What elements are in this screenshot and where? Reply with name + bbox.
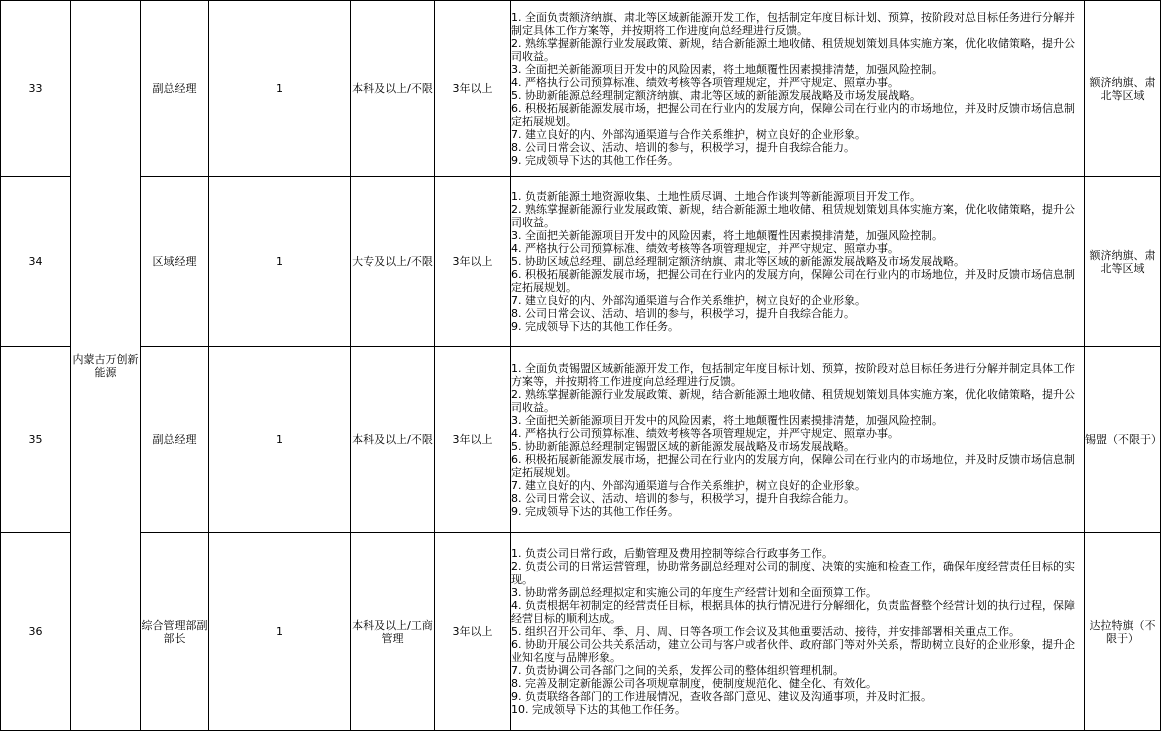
duty-item: 5. 协助区域总经理、副总经理制定额济纳旗、肃北等区域的新能源发展战略及市场发展战略。 (511, 255, 965, 268)
duty-item: 4. 严格执行公司预算标准、绩效考核等各项管理规定，并严守规定、照章办事。 (511, 242, 899, 255)
duty-item: 9. 完成领导下达的其他工作任务。 (511, 320, 679, 333)
location-cell: 额济纳旗、肃北等区域 (1085, 1, 1161, 177)
count-cell: 1 (209, 533, 351, 731)
education-cell: 本科及以上/不限 (351, 1, 435, 177)
duty-item: 6. 积极拓展新能源发展市场，把握公司在行业内的发展方向，保障公司在行业内的市场地位，并及时反馈市场信息制定拓展规划。 (511, 101, 1075, 128)
duty-item: 7. 建立良好的内、外部沟通渠道与合作关系维护，树立良好的企业形象。 (511, 294, 866, 307)
table-row (1, 177, 1161, 347)
location-cell: 额济纳旗、肃北等区域 (1085, 177, 1161, 347)
duty-item: 3. 全面把关新能源项目开发中的风险因素，将土地颠覆性因素摸排清楚，加强风险控制。 (511, 413, 943, 427)
table-row (1, 1, 1161, 177)
duties-cell (511, 1, 1085, 177)
row-number: 35 (1, 347, 71, 533)
position-cell: 副总经理 (141, 347, 209, 533)
company-cell: 内蒙古万创新能源 (71, 1, 141, 731)
duty-item: 5. 协助新能源总经理制定额济纳旗、肃北等区域的新能源发展战略及市场发展战略。 (511, 88, 921, 102)
duty-item: 8. 公司日常会议、活动、培训的参与，积极学习，提升自我综合能力。 (511, 491, 855, 505)
duties-cell (511, 533, 1085, 731)
duty-item: 9. 负责联络各部门的工作进展情况，查收各部门意见、建议及沟通事项，并及时汇报。 (511, 690, 932, 703)
row-number: 34 (1, 177, 71, 347)
duty-item: 6. 积极拓展新能源发展市场，把握公司在行业内的发展方向，保障公司在行业内的市场地位，并及时反馈市场信息制定拓展规划。 (511, 452, 1075, 479)
duty-item: 1. 全面负责额济纳旗、肃北等区域新能源开发工作，包括制定年度目标计划、预算，按阶段对总目标任务进行分解并制定具体工作方案等，并按期将工作进度向总经理进行反馈。 (511, 10, 1075, 37)
position-cell: 综合管理部副部长 (141, 533, 209, 731)
duty-item: 8. 公司日常会议、活动、培训的参与，积极学习，提升自我综合能力。 (511, 307, 855, 320)
duty-item: 5. 协助新能源总经理制定锡盟区域的新能源发展战略及市场发展战略。 (511, 439, 855, 453)
row-number: 33 (1, 1, 71, 177)
duty-item: 7. 建立良好的内、外部沟通渠道与合作关系维护，树立良好的企业形象。 (511, 127, 866, 141)
education-cell: 本科及以上/不限 (351, 347, 435, 533)
duty-item: 10. 完成领导下达的其他工作任务。 (511, 703, 686, 716)
duty-item: 2. 负责公司的日常运营管理，协助常务副总经理对公司的制度、决策的实施和检查工作，确保年度经营责任目标的实现。 (511, 560, 1075, 586)
count-cell: 1 (209, 177, 351, 347)
duty-item: 3. 全面把关新能源项目开发中的风险因素，将土地颠覆性因素摸排清楚，加强风险控制。 (511, 62, 943, 76)
duty-item: 7. 负责协调公司各部门之间的关系，发挥公司的整体组织管理机制。 (511, 664, 844, 677)
duty-item: 1. 负责公司日常行政，后勤管理及费用控制等综合行政事务工作。 (511, 547, 833, 560)
duty-item: 6. 积极拓展新能源发展市场，把握公司在行业内的发展方向，保障公司在行业内的市场地位，并及时反馈市场信息制定拓展规划。 (511, 268, 1075, 294)
duties-cell (511, 177, 1085, 347)
table-row (1, 347, 1161, 533)
count-cell: 1 (209, 347, 351, 533)
experience-cell: 3年以上 (435, 533, 511, 731)
table-row (1, 533, 1161, 731)
education-cell: 大专及以上/不限 (351, 177, 435, 347)
duty-item: 8. 完善及制定新能源公司各项规章制度，使制度规范化、健全化、有效化。 (511, 677, 877, 690)
count-cell: 1 (209, 1, 351, 177)
row-number: 36 (1, 533, 71, 731)
duty-item: 4. 负责根据年初制定的经营责任目标，根据具体的执行情况进行分解细化，负责监督整个经营计划的执行过程，保障经营目标的顺利达成。 (511, 599, 1075, 625)
duty-item: 2. 熟练掌握新能源行业发展政策、新规，结合新能源土地收储、租赁规划策划具体实施方案，优化收储策略，提升公司收益。 (511, 36, 1075, 63)
location-cell: 达拉特旗（不限于） (1085, 533, 1161, 731)
duty-item: 4. 严格执行公司预算标准、绩效考核等各项管理规定，并严守规定、照章办事。 (511, 75, 899, 89)
duty-item: 7. 建立良好的内、外部沟通渠道与合作关系维护，树立良好的企业形象。 (511, 478, 866, 492)
experience-cell: 3年以上 (435, 347, 511, 533)
duty-item: 9. 完成领导下达的其他工作任务。 (511, 504, 679, 518)
duty-item: 8. 公司日常会议、活动、培训的参与，积极学习，提升自我综合能力。 (511, 140, 855, 154)
experience-cell: 3年以上 (435, 177, 511, 347)
duty-item: 5. 组织召开公司年、季、月、周、日等各项工作会议及其他重要活动、接待，并安排部署相关重点工作。 (511, 625, 1020, 638)
experience-cell: 3年以上 (435, 1, 511, 177)
duty-item: 3. 全面把关新能源项目开发中的风险因素，将土地颠覆性因素摸排清楚，加强风险控制。 (511, 229, 943, 242)
duty-item: 9. 完成领导下达的其他工作任务。 (511, 153, 679, 167)
education-cell: 本科及以上/工商管理 (351, 533, 435, 731)
duty-item: 2. 熟练掌握新能源行业发展政策、新规，结合新能源土地收储、租赁规划策划具体实施方案，优化收储策略，提升公司收益。 (511, 387, 1075, 414)
location-cell: 锡盟（不限于） (1085, 347, 1161, 533)
position-cell: 副总经理 (141, 1, 209, 177)
position-cell: 区域经理 (141, 177, 209, 347)
duty-item: 1. 负责新能源土地资源收集、土地性质尽调、土地合作谈判等新能源项目开发工作。 (511, 190, 921, 203)
duty-item: 6. 协助开展公司公共关系活动，建立公司与客户或者伙伴、政府部门等对外关系，帮助树立良好的企业形象，提升企业知名度与品牌形象。 (511, 638, 1075, 664)
duty-item: 1. 全面负责锡盟区域新能源开发工作，包括制定年度目标计划、预算，按阶段对总目标任务进行分解并制定具体工作方案等，并按期将工作进度向总经理进行反馈。 (511, 361, 1075, 388)
duties-cell (511, 347, 1085, 533)
duty-item: 3. 协助常务副总经理拟定和实施公司的年度生产经营计划和全面预算工作。 (511, 586, 877, 599)
duty-item: 4. 严格执行公司预算标准、绩效考核等各项管理规定，并严守规定、照章办事。 (511, 426, 899, 440)
duty-item: 2. 熟练掌握新能源行业发展政策、新规，结合新能源土地收储、租赁规划策划具体实施方案，优化收储策略，提升公司收益。 (511, 203, 1075, 229)
